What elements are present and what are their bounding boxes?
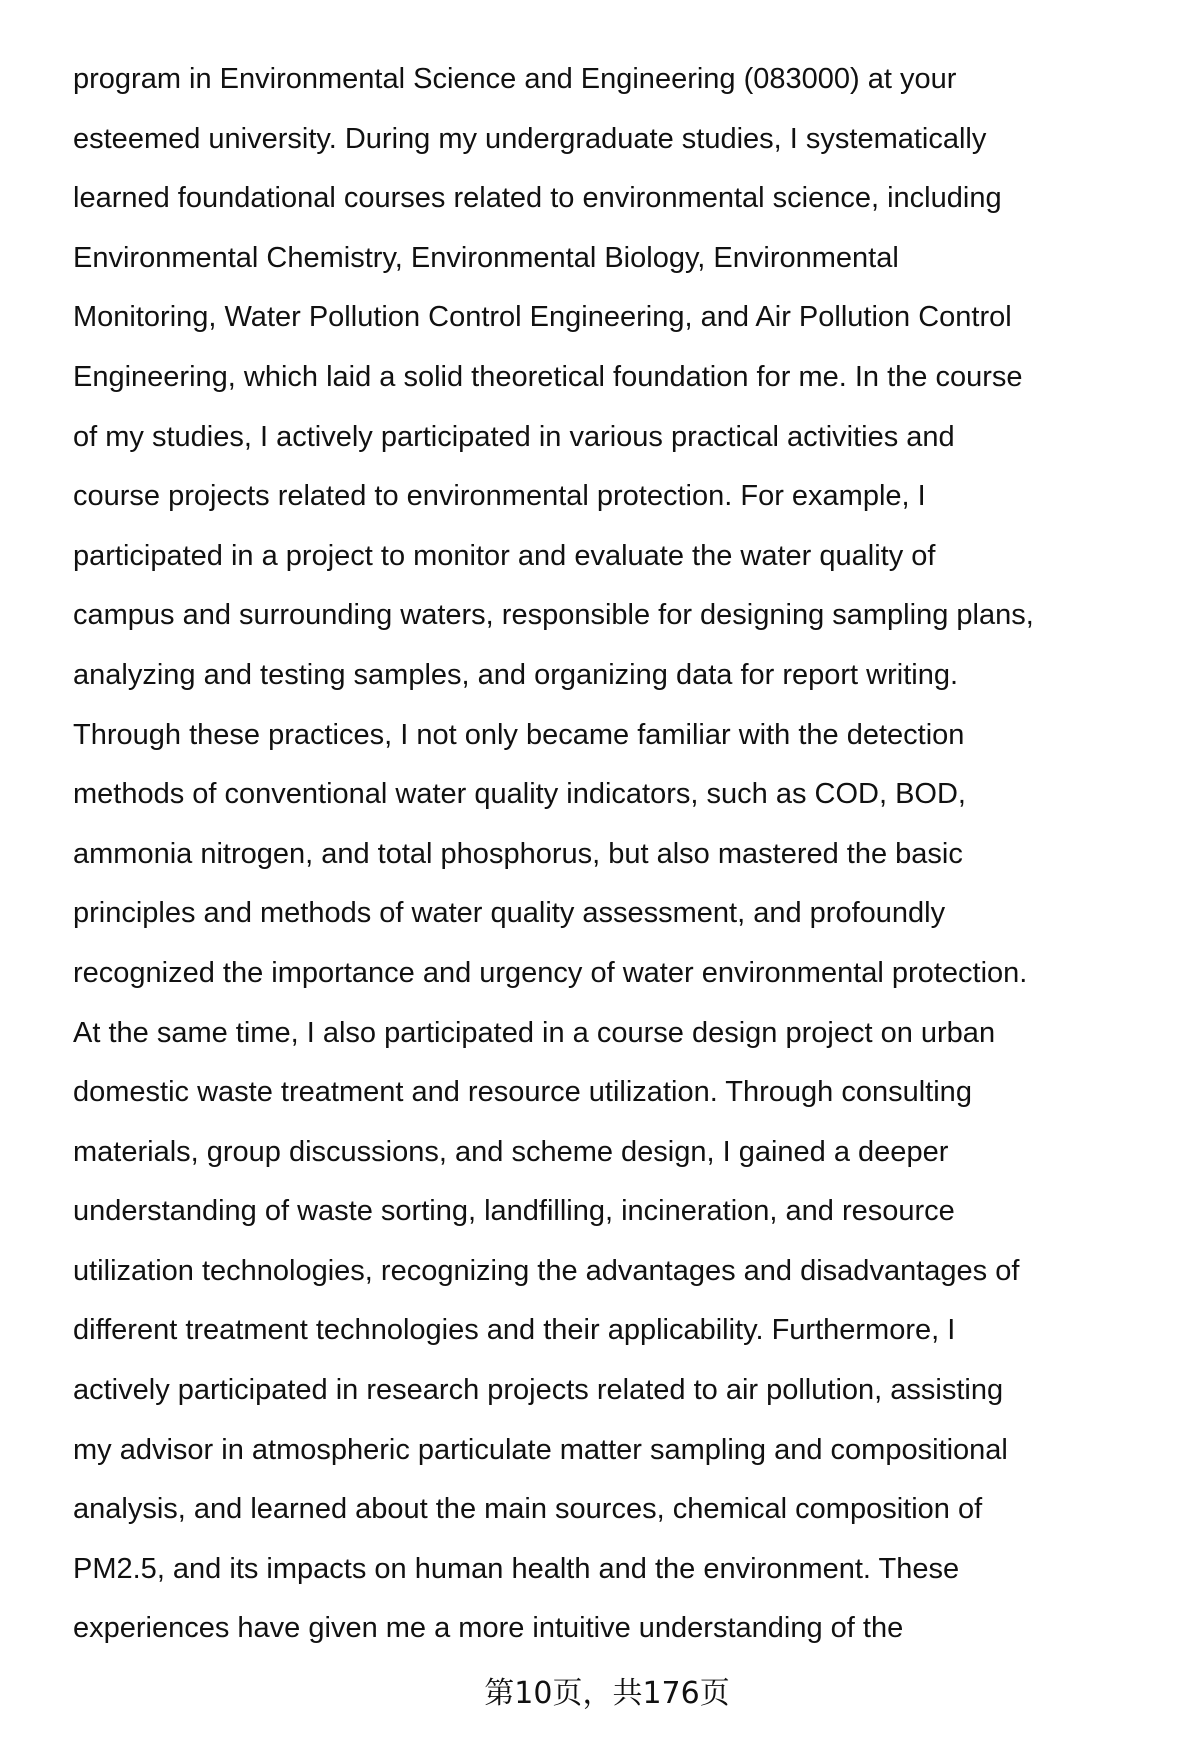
body-text-line: utilization technologies, recognizing the advantages and disadvantages of [73, 1254, 1020, 1287]
body-text-line: campus and surrounding waters, responsible for designing sampling plans, [73, 599, 1034, 632]
body-text-line: recognized the importance and urgency of water environmental protection. [73, 956, 1028, 989]
body-paragraph [73, 50, 1158, 1659]
body-text-line: esteemed university. During my undergraduate studies, I systematically [73, 122, 987, 155]
body-text-line: Monitoring, Water Pollution Control Engineering, and Air Pollution Control [73, 301, 1012, 334]
body-text-line: PM2.5, and its impacts on human health and the environment. These [73, 1552, 960, 1585]
body-text-line: different treatment technologies and their applicability. Furthermore, I [73, 1314, 956, 1347]
body-text-line: Through these practices, I not only became familiar with the detection [73, 718, 965, 751]
body-text-line: of my studies, I actively participated in various practical activities and [73, 420, 955, 453]
body-text-line: methods of conventional water quality indicators, such as COD, BOD, [73, 778, 966, 811]
body-text-line: learned foundational courses related to environmental science, including [73, 182, 1002, 215]
body-text-line: materials, group discussions, and scheme design, I gained a deeper [73, 1135, 949, 1168]
body-text-line: program in Environmental Science and Engineering (083000) at your [73, 63, 957, 95]
body-text-line: Environmental Chemistry, Environmental Biology, Environmental [73, 241, 899, 274]
body-text-line: principles and methods of water quality assessment, and profoundly [73, 897, 946, 930]
page-number-footer: 第10页，共176页 [484, 1676, 730, 1711]
body-text-line: Engineering, which laid a solid theoretical foundation for me. In the course [73, 360, 1023, 393]
body-text-line: participated in a project to monitor and evaluate the water quality of [73, 539, 936, 572]
body-text-line: At the same time, I also participated in a course design project on urban [73, 1016, 996, 1049]
body-text-line: ammonia nitrogen, and total phosphorus, but also mastered the basic [73, 837, 963, 870]
body-text-line: experiences have given me a more intuitive understanding of the [73, 1612, 904, 1645]
body-text-line: analyzing and testing samples, and organizing data for report writing. [73, 658, 959, 691]
body-text-line: course projects related to environmental protection. For example, I [73, 480, 926, 513]
body-text-line: analysis, and learned about the main sources, chemical composition of [73, 1493, 983, 1526]
body-text-line: understanding of waste sorting, landfilling, incineration, and resource [73, 1195, 955, 1228]
body-text-line: my advisor in atmospheric particulate matter sampling and compositional [73, 1433, 1008, 1466]
body-text-line: actively participated in research projects related to air pollution, assisting [73, 1374, 1004, 1407]
body-text-line: domestic waste treatment and resource utilization. Through consulting [73, 1076, 972, 1109]
